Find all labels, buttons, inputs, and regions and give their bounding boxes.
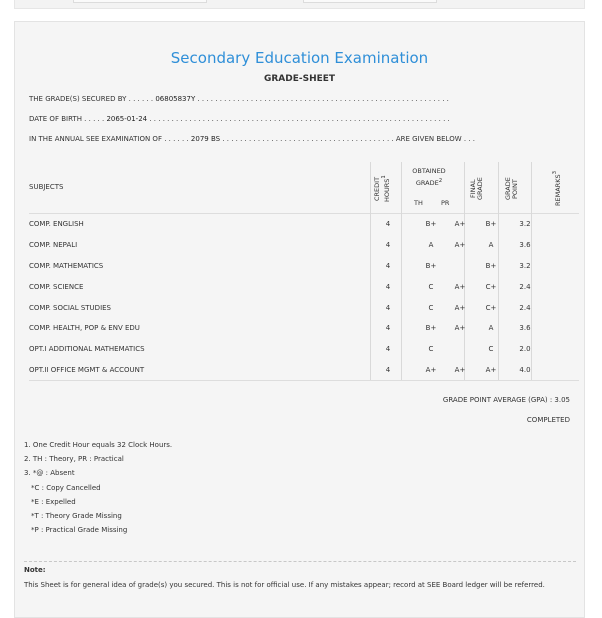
subject-name: COMP. ENGLISH (29, 220, 84, 228)
table-bottom-rule (29, 380, 579, 381)
table-row (29, 239, 579, 253)
header-credit-hours: CREDIT HOURS$^1$ (373, 175, 392, 203)
theory-grade: B+ (425, 262, 437, 270)
header-th: TH (414, 199, 423, 207)
table-row (29, 260, 579, 274)
note-line: 3. *@ : Absent (24, 469, 75, 478)
practical-grade: A+ (454, 220, 466, 228)
dashed-divider (24, 561, 576, 562)
note-line: *C : Copy Cancelled (31, 483, 101, 492)
theory-grade: C (428, 345, 434, 353)
practical-grade: A+ (454, 283, 466, 291)
grade-point: 2.0 (519, 345, 531, 353)
note-line: *E : Expelled (31, 497, 76, 506)
credit-hours: 4 (385, 241, 391, 249)
table-row (29, 322, 579, 336)
credit-hours: 4 (385, 324, 391, 332)
final-grade: A (488, 241, 494, 249)
credit-hours: 4 (385, 304, 391, 312)
practical-grade: A+ (454, 241, 466, 249)
exam-line: IN THE ANNUAL SEE EXAMINATION OF . . . . . . 2079 BS . . . . . . . . . . . . . . . . . . . . . . . . . . . . . . . . . . . . . . . ARE GIVEN BELOW . . . (29, 135, 475, 143)
final-grade: A+ (485, 366, 497, 374)
grade-sheet (14, 21, 585, 618)
gpa-value: GRADE POINT AVERAGE (GPA) : 3.05 (442, 396, 570, 404)
credit-hours: 4 (385, 366, 391, 374)
subject-name: COMP. SCIENCE (29, 283, 84, 291)
practical-grade: A+ (454, 304, 466, 312)
subject-name: COMP. MATHEMATICS (29, 262, 104, 270)
exam-year: 2079 BS (190, 135, 221, 143)
header-pr: PR (441, 199, 450, 207)
grade-point: 3.6 (519, 324, 531, 332)
credit-hours: 4 (385, 262, 391, 270)
table-row (29, 364, 579, 378)
grade-point: 3.6 (519, 241, 531, 249)
header-subjects: SUBJECTS (29, 183, 64, 191)
subject-name: COMP. NEPALI (29, 241, 78, 249)
theory-grade: A (428, 241, 434, 249)
grade-point: 3.2 (519, 220, 531, 228)
exam-title: Secondary Education Examination (170, 49, 429, 67)
final-grade: C+ (485, 304, 497, 312)
note-line: *T : Theory Grade Missing (31, 512, 122, 521)
grade-point: 2.4 (519, 283, 531, 291)
final-grade: B+ (485, 262, 497, 270)
practical-grade: A+ (454, 366, 466, 374)
symbol-input-remnant[interactable] (73, 0, 207, 3)
legend-notes (24, 438, 172, 537)
theory-grade: C (428, 283, 434, 291)
dob-line: DATE OF BIRTH . . . . . 2065-01-24 . . . . . . . . . . . . . . . . . . . . . . . . . . . . . . . . . . . . . . . . . . . . . . . . . . . . . . . . . . . . . . . . . . . . (29, 115, 450, 123)
grade-point: 4.0 (519, 366, 531, 374)
sheet-title: GRADE-SHEET (263, 74, 336, 84)
note-line: 1. One Credit Hour equals 32 Clock Hours. (24, 441, 173, 449)
credit-hours: 4 (385, 283, 391, 291)
final-grade: B+ (485, 220, 497, 228)
header-remarks: REMARKS$^3$ (552, 170, 563, 206)
subject-name: COMP. HEALTH, POP & ENV EDU (29, 324, 140, 332)
dob-input-remnant[interactable] (303, 0, 437, 3)
header-final-grade: FINAL GRADE (469, 177, 484, 201)
table-row (29, 218, 579, 232)
grade-point: 2.4 (519, 304, 531, 312)
header-obtained-grade: OBTAINED GRADE$^2$ (412, 167, 446, 188)
subject-name: OPT.I ADDITIONAL MATHEMATICS (29, 345, 145, 353)
theory-grade: A+ (425, 366, 437, 374)
theory-grade: C (428, 304, 434, 312)
note-line: *P : Practical Grade Missing (31, 526, 128, 535)
table-row (29, 302, 579, 316)
header-grade-point: GRADE POINT (504, 177, 519, 201)
theory-grade: B+ (425, 324, 437, 332)
footer-note-label: Note: (24, 566, 46, 574)
top-form-strip (14, 0, 585, 9)
symbol-number: 06805837Y (155, 95, 196, 103)
note-line: 2. TH : Theory, PR : Practical (24, 455, 124, 464)
subject-name: OPT.II OFFICE MGMT & ACCOUNT (29, 366, 145, 374)
credit-hours: 4 (385, 220, 391, 228)
grade-point: 3.2 (519, 262, 531, 270)
final-grade: A (488, 324, 494, 332)
final-grade: C+ (485, 283, 497, 291)
result-status: COMPLETED (526, 416, 570, 424)
practical-grade: A+ (454, 324, 466, 332)
date-of-birth: 2065-01-24 (106, 115, 148, 123)
secured-by-line: THE GRADE(S) SECURED BY . . . . . . 06805837Y . . . . . . . . . . . . . . . . . . . . . . . . . . . . . . . . . . . . . . . . . . . . . . . . . . . . . . . . . (29, 95, 449, 103)
credit-hours: 4 (385, 345, 391, 353)
final-grade: C (488, 345, 494, 353)
table-row (29, 281, 579, 295)
table-row (29, 343, 579, 357)
header-rule (29, 213, 579, 214)
subject-name: COMP. SOCIAL STUDIES (29, 304, 112, 312)
theory-grade: B+ (425, 220, 437, 228)
footer-note-text: This Sheet is for general idea of grade(s) you secured. This is not for official use. If any mistakes appear; record at SEE Board ledger will be referred. (24, 581, 545, 589)
